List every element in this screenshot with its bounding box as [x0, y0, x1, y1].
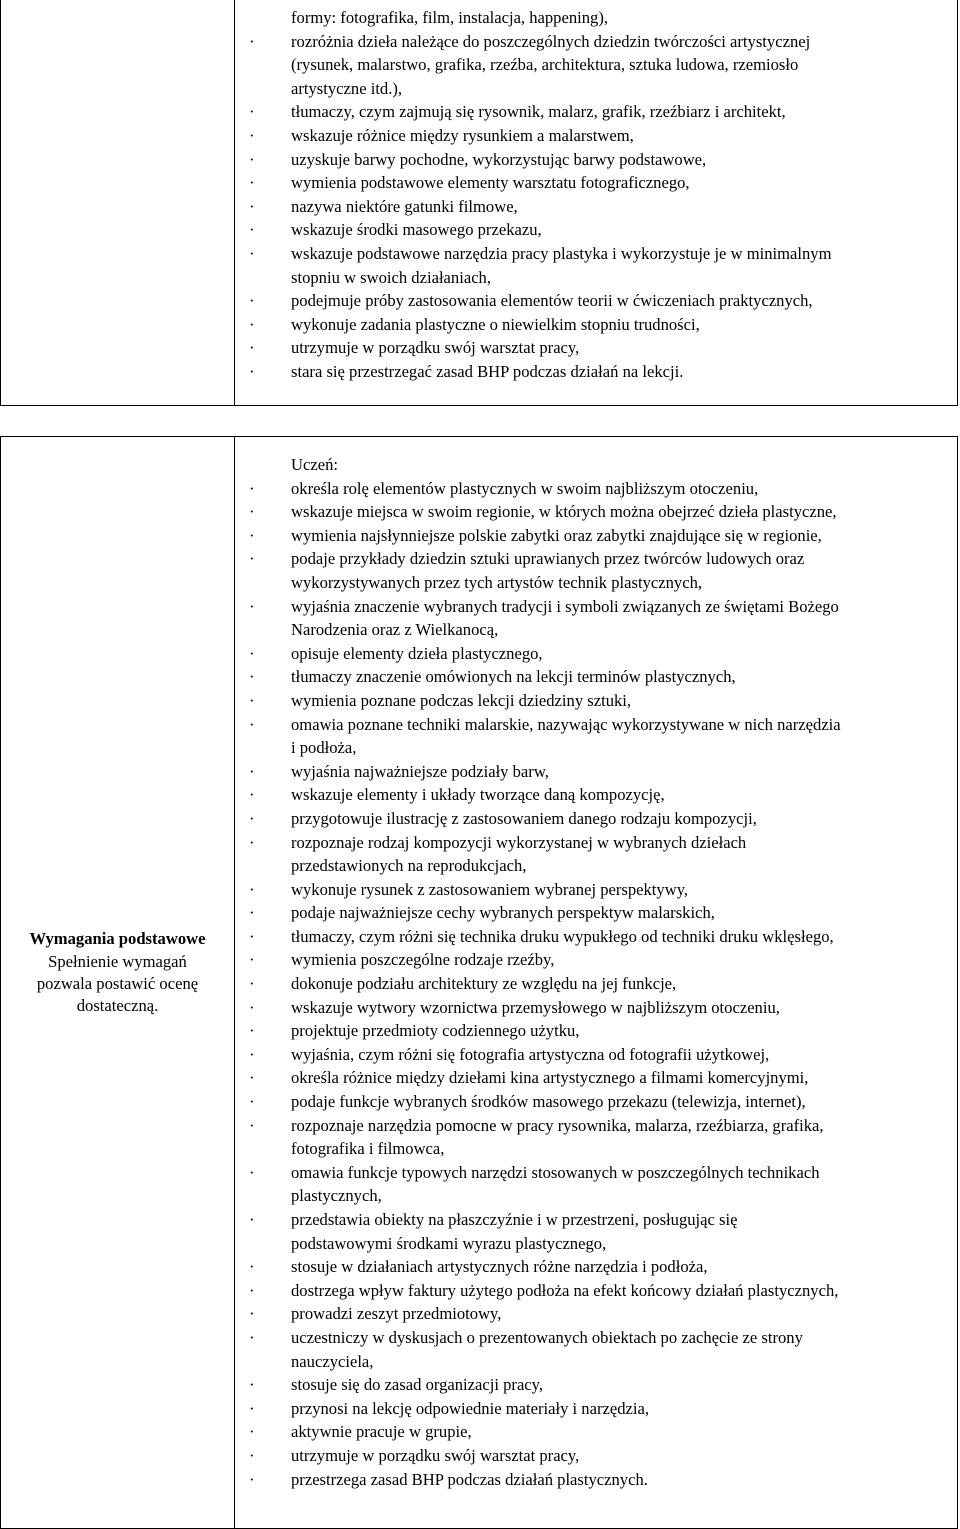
list-item: · rozpoznaje rodzaj kompozycji wykorzystanej w wybranych dziełach: [237, 831, 957, 855]
list-item: · stosuje w działaniach artystycznych różne narzędzia i podłoża,: [237, 1255, 957, 1279]
list-item: · projektuje przedmioty codziennego użytku,: [237, 1019, 957, 1043]
list-item: · podejmuje próby zastosowania elementów teorii w ćwiczeniach praktycznych,: [237, 289, 957, 313]
list-item: · wykonuje rysunek z zastosowaniem wybranej perspektywy,: [237, 878, 957, 902]
list-item: · nazywa niektóre gatunki filmowe,: [237, 195, 957, 219]
list-item: · wymienia poznane podczas lekcji dziedziny sztuki,: [237, 689, 957, 713]
top-requirements-list: [237, 6, 957, 384]
list-item: · tłumaczy znaczenie omówionych na lekcji terminów plastycznych,: [237, 665, 957, 689]
bottom-table: [0, 436, 958, 1529]
list-item: · przestrzega zasad BHP podczas działań plastycznych.: [237, 1468, 957, 1492]
list-item: · podaje przykłady dziedzin sztuki uprawianych przez twórców ludowych oraz: [237, 547, 957, 571]
list-item: · przygotowuje ilustrację z zastosowaniem danego rodzaju kompozycji,: [237, 807, 957, 831]
level-note-line-3: dostateczną.: [76, 996, 159, 1015]
list-item: · stara się przestrzegać zasad BHP podczas działań na lekcji.: [237, 360, 957, 384]
list-item: · podaje funkcje wybranych środków masowego przekazu (telewizja, internet),: [237, 1090, 957, 1114]
list-item: · przedstawia obiekty na płaszczyźnie i w przestrzeni, posługując się: [237, 1208, 957, 1232]
list-item-continuation: Narodzenia oraz z Wielkanocą,: [291, 620, 499, 640]
list-item: · wymienia najsłynniejsze polskie zabytki oraz zabytki znajdujące się w regionie,: [237, 524, 957, 548]
list-item: · utrzymuje w porządku swój warsztat pracy,: [237, 1444, 957, 1468]
top-table-right-cell: [237, 0, 957, 405]
list-item: · prowadzi zeszyt przedmiotowy,: [237, 1302, 957, 1326]
top-table-left-cell: [1, 0, 235, 405]
list-item: · określa różnice między dziełami kina artystycznego a filmami komercyjnymi,: [237, 1066, 957, 1090]
list-item: · wykonuje zadania plastyczne o niewielkim stopniu trudności,: [237, 313, 957, 337]
list-item: · tłumaczy, czym zajmują się rysownik, malarz, grafik, rzeźbiarz i architekt,: [237, 100, 957, 124]
level-cell: [1, 437, 235, 1528]
list-item: · wyjaśnia, czym różni się fotografia artystyczna od fotografii użytkowej,: [237, 1043, 957, 1067]
level-title: Wymagania podstawowe: [29, 929, 206, 948]
list-item: · wskazuje różnice między rysunkiem a malarstwem,: [237, 124, 957, 148]
list-item: · wyjaśnia najważniejsze podziały barw,: [237, 760, 957, 784]
list-item: · przynosi na lekcję odpowiednie materiały i narzędzia,: [237, 1397, 957, 1421]
list-item-continuation: nauczyciela,: [291, 1351, 374, 1371]
list-item-continuation: przedstawionych na reprodukcjach,: [291, 856, 527, 876]
list-item-continuation: stopniu w swoich działaniach,: [291, 267, 492, 287]
list-item: · rozpoznaje narzędzia pomocne w pracy rysownika, malarza, rzeźbiarza, grafika,: [237, 1114, 957, 1138]
top-table: [0, 0, 958, 406]
bottom-requirements-list: [237, 477, 957, 1492]
list-item: · rozróżnia dzieła należące do poszczególnych dziedzin twórczości artystycznej: [237, 30, 957, 54]
list-item-continuation: i podłoża,: [291, 738, 357, 758]
list-item-continuation: fotografika i filmowca,: [291, 1139, 445, 1159]
list-item-continuation: wykorzystywanych przez tych artystów technik plastycznych,: [291, 572, 703, 592]
list-item: · wymienia podstawowe elementy warsztatu fotograficznego,: [237, 171, 957, 195]
list-item: · wyjaśnia znaczenie wybranych tradycji i symboli związanych ze świętami Bożego: [237, 595, 957, 619]
list-item: · omawia funkcje typowych narzędzi stosowanych w poszczególnych technikach: [237, 1161, 957, 1185]
list-item: · omawia poznane techniki malarskie, nazywając wykorzystywane w nich narzędzia: [237, 713, 957, 737]
list-item: · wymienia poszczególne rodzaje rzeźby,: [237, 948, 957, 972]
list-item: · stosuje się do zasad organizacji pracy,: [237, 1373, 957, 1397]
list-item: · podaje najważniejsze cechy wybranych perspektyw malarskich,: [237, 901, 957, 925]
list-item: · dostrzega wpływ faktury użytego podłoża na efekt końcowy działań plastycznych,: [237, 1279, 957, 1303]
list-item: · opisuje elementy dzieła plastycznego,: [237, 642, 957, 666]
requirements-cell: [237, 437, 957, 1528]
list-item-continuation: formy: fotografika, film, instalacja, happening),: [291, 8, 609, 27]
list-item: · uzyskuje barwy pochodne, wykorzystując barwy podstawowe,: [237, 148, 957, 172]
list-item-continuation: artystyczne itd.),: [291, 78, 403, 98]
student-heading: Uczeń:: [291, 455, 338, 474]
list-item: · wskazuje wytwory wzornictwa przemysłowego w najbliższym otoczeniu,: [237, 996, 957, 1020]
list-item: · wskazuje podstawowe narzędzia pracy plastyka i wykorzystuje je w minimalnym: [237, 242, 957, 266]
list-item: · tłumaczy, czym różni się technika druku wypukłego od techniki druku wklęsłego,: [237, 925, 957, 949]
list-item: · utrzymuje w porządku swój warsztat pracy,: [237, 336, 957, 360]
level-note-line-2: pozwala postawić ocenę: [36, 974, 199, 993]
list-item-continuation: plastycznych,: [291, 1186, 382, 1206]
level-note-line-1: Spełnienie wymagań: [48, 952, 187, 971]
level-description: [1, 928, 234, 1017]
list-item: · aktywnie pracuje w grupie,: [237, 1420, 957, 1444]
list-item: · wskazuje miejsca w swoim regionie, w których można obejrzeć dzieła plastyczne,: [237, 500, 957, 524]
list-item-continuation: (rysunek, malarstwo, grafika, rzeźba, architektura, sztuka ludowa, rzemiosło: [291, 55, 799, 75]
list-item: · dokonuje podziału architektury ze względu na jej funkcje,: [237, 972, 957, 996]
list-item: · wskazuje elementy i układy tworzące daną kompozycję,: [237, 783, 957, 807]
list-item: · wskazuje środki masowego przekazu,: [237, 218, 957, 242]
list-item-continuation: podstawowymi środkami wyrazu plastycznego,: [291, 1233, 607, 1253]
list-item: · uczestniczy w dyskusjach o prezentowanych obiektach po zachęcie ze strony: [237, 1326, 957, 1350]
list-item: · określa rolę elementów plastycznych w swoim najbliższym otoczeniu,: [237, 477, 957, 501]
